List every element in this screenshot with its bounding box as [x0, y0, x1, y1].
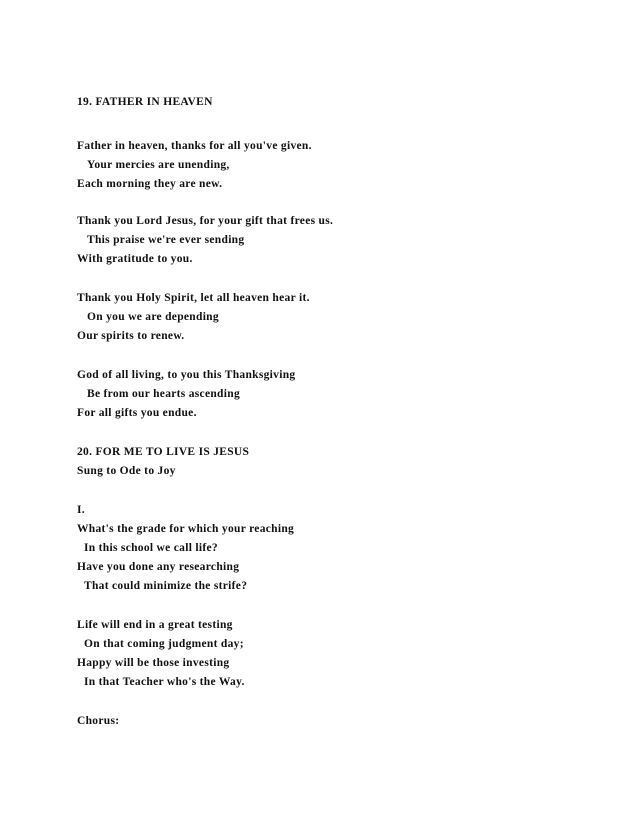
lyric-line: Father in heaven, thanks for all you've given. — [77, 140, 312, 152]
lyric-line: Thank you Holy Spirit, let all heaven hear it. — [77, 292, 310, 304]
lyric-line: On you we are depending — [87, 311, 219, 323]
lyric-line: This praise we're ever sending — [87, 234, 245, 246]
lyric-line: Each morning they are new. — [77, 178, 223, 190]
lyric-line: God of all living, to you this Thanksgiving — [77, 369, 296, 381]
lyric-line: Be from our hearts ascending — [87, 388, 240, 400]
lyric-line: Thank you Lord Jesus, for your gift that frees us. — [77, 215, 334, 227]
chorus-label: Chorus: — [77, 715, 120, 727]
lyric-line: Have you done any researching — [77, 561, 240, 573]
lyric-line: Our spirits to renew. — [77, 330, 185, 342]
lyric-line: In this school we call life? — [84, 542, 218, 554]
lyric-line: For all gifts you endue. — [77, 407, 197, 419]
lyric-line: That could minimize the strife? — [84, 580, 248, 592]
song-title: 20. FOR ME TO LIVE IS JESUS — [77, 446, 250, 458]
lyric-line: Life will end in a great testing — [77, 619, 233, 631]
song-title: 19. FATHER IN HEAVEN — [77, 96, 213, 108]
lyric-line: Happy will be those investing — [77, 657, 230, 669]
verse-label: I. — [77, 504, 85, 516]
lyric-line: Your mercies are unending, — [87, 159, 230, 171]
song-subtitle: Sung to Ode to Joy — [77, 465, 176, 477]
lyric-line: With gratitude to you. — [77, 253, 193, 265]
lyric-line: In that Teacher who's the Way. — [84, 676, 245, 688]
lyric-line: What's the grade for which your reaching — [77, 523, 295, 535]
lyric-line: On that coming judgment day; — [84, 638, 244, 650]
